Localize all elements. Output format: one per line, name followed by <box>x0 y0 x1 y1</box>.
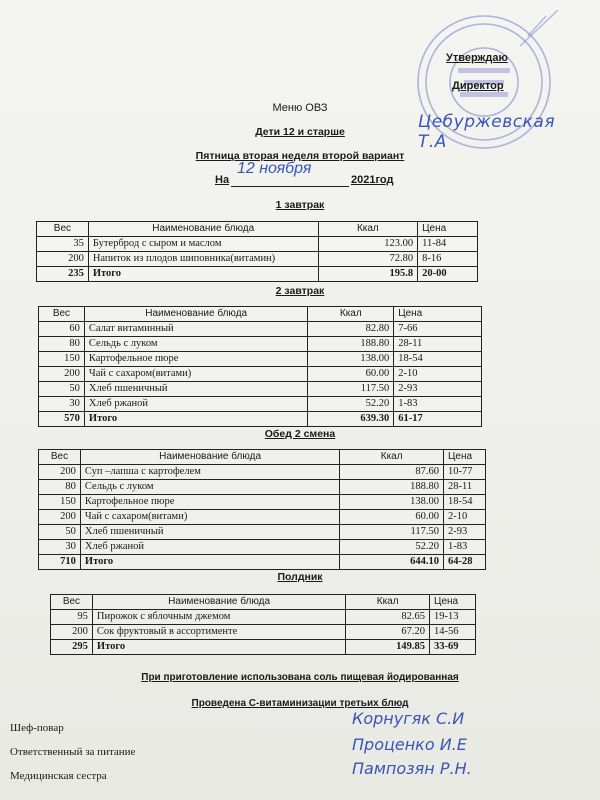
total-row <box>37 267 478 282</box>
price-cell: 1-83 <box>444 540 486 555</box>
table-row <box>37 237 478 252</box>
kcal-cell: 195.8 <box>318 267 418 282</box>
table-row <box>39 382 482 397</box>
vitamin-note: Проведена С-витаминизации третьих блюд <box>191 698 409 709</box>
table-row <box>39 397 482 412</box>
weight-cell: 235 <box>37 267 89 282</box>
price-cell: 28-11 <box>394 337 482 352</box>
menu-title: Меню ОВЗ <box>272 102 328 114</box>
director-label: Директор <box>452 80 504 92</box>
nurse-label: Медицинская сестра <box>10 770 107 782</box>
meal-title-snack: Полдник <box>277 571 323 583</box>
column-header-price: Цена <box>418 222 478 237</box>
price-cell: 28-11 <box>444 480 486 495</box>
table-row <box>37 252 478 267</box>
dish-name-cell: Сельдь с луком <box>84 337 308 352</box>
dish-name-cell: Чай с сахаром(витами) <box>84 367 308 382</box>
weight-cell: 50 <box>39 382 85 397</box>
kcal-cell: 60.00 <box>340 510 444 525</box>
weight-cell: 30 <box>39 540 81 555</box>
kcal-cell: 52.20 <box>340 540 444 555</box>
price-cell: 2-10 <box>444 510 486 525</box>
table-row <box>39 540 486 555</box>
price-cell: 33-69 <box>430 640 476 655</box>
nurse-signature: Пампозян Р.Н. <box>352 759 472 778</box>
kcal-cell: 82.65 <box>346 610 430 625</box>
weight-cell: 570 <box>39 412 85 427</box>
director-signature: Цебуржевская Т.А <box>418 112 556 152</box>
table-row <box>51 625 476 640</box>
nutrition-responsible-signature: Проценко И.Е <box>352 735 467 754</box>
dish-name-cell: Картофельное пюре <box>84 352 308 367</box>
kcal-cell: 188.80 <box>308 337 394 352</box>
price-cell: 7-66 <box>394 322 482 337</box>
price-cell: 8-16 <box>418 252 478 267</box>
dish-name-cell: Чай с сахаром(витами) <box>80 510 339 525</box>
column-header-weight: Вес <box>37 222 89 237</box>
menu-table-breakfast1 <box>36 221 478 282</box>
column-header-weight: Вес <box>39 307 85 322</box>
salt-note: При приготовление использована соль пищевая йодированная <box>141 672 459 683</box>
kcal-cell: 138.00 <box>308 352 394 367</box>
weight-cell: 200 <box>37 252 89 267</box>
approve-label: Утверждаю <box>446 52 508 64</box>
price-cell: 2-93 <box>394 382 482 397</box>
table-header-row <box>51 595 476 610</box>
column-header-name: Наименование блюда <box>80 450 339 465</box>
dish-name-cell: Итого <box>84 412 308 427</box>
dish-name-cell: Хлеб пшеничный <box>84 382 308 397</box>
weight-cell: 35 <box>37 237 89 252</box>
dish-name-cell: Суп –лапша с картофелем <box>80 465 339 480</box>
weight-cell: 150 <box>39 495 81 510</box>
price-cell: 61-17 <box>394 412 482 427</box>
meal-title-breakfast2: 2 завтрак <box>275 285 325 297</box>
column-header-name: Наименование блюда <box>92 595 345 610</box>
price-cell: 2-93 <box>444 525 486 540</box>
price-cell: 18-54 <box>444 495 486 510</box>
menu-table-lunch <box>38 449 486 570</box>
column-header-kcal: Ккал <box>346 595 430 610</box>
table-header-row <box>37 222 478 237</box>
table-row <box>39 352 482 367</box>
price-cell: 64-28 <box>444 555 486 570</box>
weight-cell: 200 <box>39 367 85 382</box>
dish-name-cell: Хлеб ржаной <box>84 397 308 412</box>
kcal-cell: 67.20 <box>346 625 430 640</box>
table-row <box>51 610 476 625</box>
price-cell: 14-56 <box>430 625 476 640</box>
column-header-kcal: Ккал <box>318 222 418 237</box>
kcal-cell: 644.10 <box>340 555 444 570</box>
date-prefix: На <box>215 174 230 186</box>
weight-cell: 150 <box>39 352 85 367</box>
weight-cell: 80 <box>39 337 85 352</box>
table-row <box>39 495 486 510</box>
kcal-cell: 123.00 <box>318 237 418 252</box>
kcal-cell: 87.60 <box>340 465 444 480</box>
total-row <box>39 555 486 570</box>
table-row <box>39 480 486 495</box>
column-header-price: Цена <box>444 450 486 465</box>
table-row <box>39 510 486 525</box>
dish-name-cell: Итого <box>92 640 345 655</box>
nutrition-responsible-label: Ответственный за питание <box>10 746 136 758</box>
table-header-row <box>39 307 482 322</box>
column-header-name: Наименование блюда <box>88 222 318 237</box>
kcal-cell: 52.20 <box>308 397 394 412</box>
kcal-cell: 138.00 <box>340 495 444 510</box>
dish-name-cell: Пирожок с яблочным джемом <box>92 610 345 625</box>
column-header-kcal: Ккал <box>340 450 444 465</box>
chef-label: Шеф-повар <box>10 722 64 734</box>
kcal-cell: 117.50 <box>308 382 394 397</box>
dish-name-cell: Напиток из плодов шиповника(витамин) <box>88 252 318 267</box>
dish-name-cell: Хлеб пшеничный <box>80 525 339 540</box>
price-cell: 19-13 <box>430 610 476 625</box>
table-row <box>39 525 486 540</box>
column-header-weight: Вес <box>39 450 81 465</box>
table-header-row <box>39 450 486 465</box>
price-cell: 10-77 <box>444 465 486 480</box>
date-year: 2021год <box>351 174 394 186</box>
kcal-cell: 117.50 <box>340 525 444 540</box>
meal-title-breakfast1: 1 завтрак <box>275 199 325 211</box>
dish-name-cell: Сельдь с луком <box>80 480 339 495</box>
kcal-cell: 639.30 <box>308 412 394 427</box>
dish-name-cell: Итого <box>88 267 318 282</box>
price-cell: 1-83 <box>394 397 482 412</box>
kcal-cell: 188.80 <box>340 480 444 495</box>
weight-cell: 80 <box>39 480 81 495</box>
weight-cell: 60 <box>39 322 85 337</box>
weight-cell: 200 <box>39 510 81 525</box>
date-handwritten: 12 ноября <box>237 160 312 177</box>
chef-signature: Корнугяк С.И <box>352 709 465 728</box>
kcal-cell: 149.85 <box>346 640 430 655</box>
table-row <box>39 322 482 337</box>
age-group: Дети 12 и старше <box>255 126 345 138</box>
weight-cell: 200 <box>39 465 81 480</box>
weight-cell: 50 <box>39 525 81 540</box>
menu-table-breakfast2 <box>38 306 482 427</box>
total-row <box>39 412 482 427</box>
dish-name-cell: Хлеб ржаной <box>80 540 339 555</box>
column-header-name: Наименование блюда <box>84 307 308 322</box>
column-header-weight: Вес <box>51 595 93 610</box>
kcal-cell: 82.80 <box>308 322 394 337</box>
kcal-cell: 72.80 <box>318 252 418 267</box>
price-cell: 20-00 <box>418 267 478 282</box>
column-header-price: Цена <box>394 307 482 322</box>
table-row <box>39 367 482 382</box>
price-cell: 18-54 <box>394 352 482 367</box>
meal-title-lunch: Обед 2 смена <box>264 428 336 440</box>
column-header-kcal: Ккал <box>308 307 394 322</box>
table-row <box>39 465 486 480</box>
dish-name-cell: Бутерброд с сыром и маслом <box>88 237 318 252</box>
table-row <box>39 337 482 352</box>
dish-name-cell: Салат витаминный <box>84 322 308 337</box>
weight-cell: 30 <box>39 397 85 412</box>
dish-name-cell: Итого <box>80 555 339 570</box>
menu-table-snack <box>50 594 476 655</box>
price-cell: 11-84 <box>418 237 478 252</box>
weight-cell: 710 <box>39 555 81 570</box>
price-cell: 2-10 <box>394 367 482 382</box>
weight-cell: 295 <box>51 640 93 655</box>
weight-cell: 200 <box>51 625 93 640</box>
column-header-price: Цена <box>430 595 476 610</box>
day-title: Пятница вторая неделя второй вариант <box>195 150 405 162</box>
kcal-cell: 60.00 <box>308 367 394 382</box>
dish-name-cell: Картофельное пюре <box>80 495 339 510</box>
weight-cell: 95 <box>51 610 93 625</box>
dish-name-cell: Сок фруктовый в ассортименте <box>92 625 345 640</box>
total-row <box>51 640 476 655</box>
